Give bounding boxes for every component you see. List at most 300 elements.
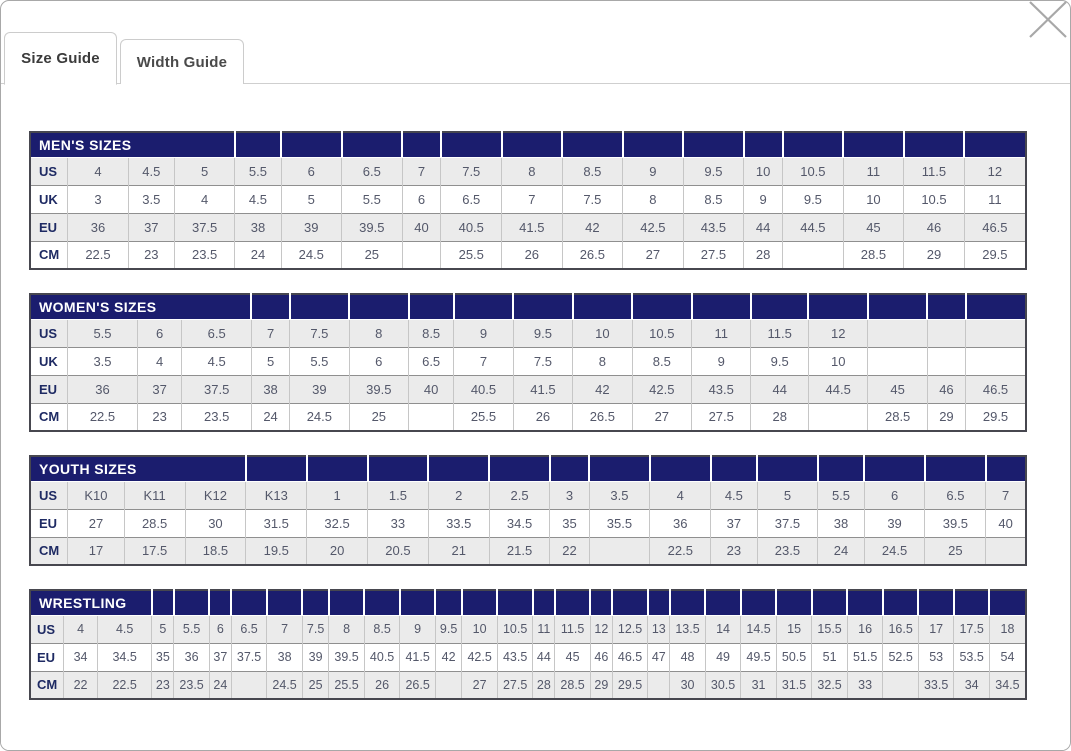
size-value-cell [883,671,919,699]
header-cell [533,590,555,615]
size-value-cell: 30.5 [705,671,741,699]
size-value-cell: 29 [904,241,965,269]
size-value-cell: 48 [670,643,706,671]
table-row-us [30,157,1026,185]
table-row-cm [30,537,1026,565]
header-cell [555,590,591,615]
header-cell [349,294,408,319]
header-cell [562,132,623,157]
size-value-cell: 8.5 [562,157,623,185]
row-label: CM [30,537,68,565]
size-value-cell [648,671,670,699]
row-label: US [30,157,68,185]
size-value-cell: 11 [533,615,555,643]
size-value-cell: 11.5 [904,157,965,185]
size-value-cell: 34.5 [989,671,1026,699]
header-cell [964,132,1026,157]
size-value-cell: 28.5 [843,241,904,269]
size-value-cell: 27 [68,509,124,537]
header-cell [776,590,812,615]
size-value-cell: 39.5 [349,375,408,403]
size-value-cell: 6 [209,615,231,643]
table-row-eu [30,375,1026,403]
header-cell [966,294,1026,319]
size-value-cell: 28.5 [868,403,927,431]
size-value-cell: 9.5 [513,319,572,347]
size-value-cell: 4.5 [128,157,174,185]
table-title: WOMEN'S SIZES [30,294,251,319]
size-value-cell: 53.5 [954,643,990,671]
size-value-cell: 22.5 [97,671,152,699]
size-value-cell: 23 [128,241,174,269]
header-cell [818,456,864,481]
size-value-cell: 24.5 [864,537,925,565]
size-value-cell: 45 [843,213,904,241]
size-value-cell: 26 [364,671,400,699]
size-value-cell: 8 [329,615,365,643]
table-header-row [30,294,1026,319]
header-cell [251,294,289,319]
header-cell [927,294,965,319]
size-value-cell: 30 [670,671,706,699]
header-cell [497,590,533,615]
size-value-cell [409,403,454,431]
size-value-cell: 4.5 [711,481,757,509]
size-value-cell: 4 [64,615,98,643]
size-value-cell: 11.5 [555,615,591,643]
header-cell [235,132,281,157]
header-cell [590,590,612,615]
size-value-cell: 53 [918,643,954,671]
size-table-women-s-sizes [29,293,1027,432]
header-cell [868,294,927,319]
size-value-cell: 1 [307,481,368,509]
size-value-cell: 4 [174,185,235,213]
header-cell [925,456,986,481]
table-header-row [30,132,1026,157]
table-row-eu [30,509,1026,537]
size-value-cell: 5.5 [174,615,210,643]
table-header-row [30,590,1026,615]
size-value-cell: 5 [174,157,235,185]
size-value-cell: 6 [864,481,925,509]
size-value-cell: 18.5 [185,537,246,565]
size-value-cell: 10 [462,615,498,643]
size-value-cell: 22 [64,671,98,699]
size-value-cell [808,403,867,431]
size-value-cell: 4.5 [182,347,252,375]
size-value-cell [868,319,927,347]
size-value-cell: 22.5 [68,241,129,269]
size-value-cell: 9.5 [751,347,809,375]
size-value-cell: 43.5 [692,375,751,403]
size-value-cell: 6 [137,319,182,347]
size-value-cell: 28 [533,671,555,699]
size-value-cell: 7.5 [513,347,572,375]
header-cell [741,590,777,615]
table-row-cm [30,241,1026,269]
table-row-us [30,319,1026,347]
header-cell [435,590,461,615]
size-value-cell: 26 [513,403,572,431]
table-row-uk [30,347,1026,375]
header-cell [174,590,210,615]
size-value-cell: 8.5 [632,347,691,375]
row-label: EU [30,213,68,241]
size-value-cell: 28.5 [124,509,185,537]
header-cell [462,590,498,615]
size-value-cell: 33 [368,509,429,537]
size-value-cell: 10 [744,157,783,185]
size-value-cell: 12 [808,319,867,347]
size-value-cell: 31.5 [246,509,307,537]
size-value-cell: 7 [267,615,303,643]
header-cell [918,590,954,615]
row-label: CM [30,403,68,431]
size-value-cell: 3 [550,481,589,509]
size-value-cell [927,319,965,347]
header-cell [904,132,965,157]
size-value-cell: 33.5 [428,509,489,537]
size-value-cell: 9 [454,319,513,347]
size-value-cell: 26.5 [562,241,623,269]
size-value-cell: 5.5 [290,347,349,375]
size-value-cell: 46 [927,375,965,403]
header-cell [883,590,919,615]
size-value-cell: 8.5 [364,615,400,643]
table-row-us [30,615,1026,643]
size-value-cell: 42.5 [462,643,498,671]
size-value-cell: 7 [502,185,563,213]
size-value-cell: 23.5 [757,537,818,565]
header-cell [751,294,809,319]
header-cell [783,132,844,157]
size-value-cell: 1.5 [368,481,429,509]
table-row-eu [30,643,1026,671]
size-value-cell: 51 [812,643,848,671]
size-value-cell: 10.5 [632,319,691,347]
size-value-cell: 39.5 [925,509,986,537]
row-label: CM [30,671,64,699]
table-title: MEN'S SIZES [30,132,235,157]
size-value-cell: 34 [64,643,98,671]
size-value-cell: 4 [68,157,129,185]
header-cell [648,590,670,615]
size-value-cell: 37.5 [182,375,252,403]
size-value-cell: 22.5 [650,537,711,565]
size-value-cell: 7 [402,157,441,185]
size-value-cell: 10.5 [783,157,844,185]
size-value-cell: 9 [692,347,751,375]
size-value-cell: 39.5 [342,213,403,241]
size-value-cell: 24 [209,671,231,699]
tab-size-guide-label: Size Guide [21,50,100,67]
size-value-cell: 6.5 [231,615,267,643]
size-value-cell [231,671,267,699]
size-value-cell: 12.5 [612,615,648,643]
row-label: US [30,481,68,509]
size-value-cell: 11.5 [751,319,809,347]
size-guide-content [1,84,1070,750]
header-cell [409,294,454,319]
size-value-cell: 23 [152,671,174,699]
size-value-cell: 35.5 [589,509,650,537]
size-value-cell: 41.5 [513,375,572,403]
size-value-cell: 23.5 [174,241,235,269]
table-title: WRESTLING [30,590,152,615]
size-value-cell: 27 [623,241,684,269]
size-value-cell: 36 [650,509,711,537]
header-cell [402,132,441,157]
size-value-cell: 10 [843,185,904,213]
size-value-cell: 25 [925,537,986,565]
size-value-cell: 3 [68,185,129,213]
size-value-cell: 32.5 [812,671,848,699]
size-value-cell: 34.5 [489,509,550,537]
size-value-cell: 5.5 [235,157,281,185]
size-value-cell: 40.5 [364,643,400,671]
size-value-cell: 28 [744,241,783,269]
size-value-cell: 46.5 [964,213,1026,241]
size-value-cell: 3.5 [589,481,650,509]
size-value-cell: 37 [711,509,757,537]
size-value-cell: 8.5 [683,185,744,213]
size-value-cell: 31 [741,671,777,699]
table-header-row [30,456,1026,481]
header-cell [550,456,589,481]
size-value-cell: 36 [68,375,138,403]
size-table-youth-sizes [29,455,1027,566]
size-value-cell: 20.5 [368,537,429,565]
size-value-cell: 5 [251,347,289,375]
header-cell [954,590,990,615]
size-value-cell: 4.5 [235,185,281,213]
size-value-cell: 52.5 [883,643,919,671]
header-cell [281,132,342,157]
size-value-cell: 37 [128,213,174,241]
header-cell [267,590,303,615]
size-value-cell: 21.5 [489,537,550,565]
tab-width-guide[interactable] [120,39,244,84]
row-label: EU [30,375,68,403]
size-value-cell: 28 [751,403,809,431]
size-tables-container [29,131,1042,700]
size-value-cell: 37.5 [174,213,235,241]
size-value-cell: 40 [402,213,441,241]
size-value-cell: 10 [808,347,867,375]
size-value-cell: 17 [918,615,954,643]
size-value-cell [589,537,650,565]
size-value-cell: 18 [989,615,1026,643]
size-value-cell: K10 [68,481,124,509]
header-cell [152,590,174,615]
size-value-cell: 36 [174,643,210,671]
size-value-cell: 45 [555,643,591,671]
row-label: EU [30,509,68,537]
size-value-cell: 8 [573,347,632,375]
size-value-cell: 2.5 [489,481,550,509]
size-value-cell: 42.5 [623,213,684,241]
header-cell [847,590,883,615]
size-value-cell: 9.5 [783,185,844,213]
header-cell [368,456,429,481]
header-cell [670,590,706,615]
size-value-cell: 27.5 [683,241,744,269]
size-value-cell: 8 [349,319,408,347]
table-row-us [30,481,1026,509]
size-value-cell: 17 [68,537,124,565]
size-value-cell: 23 [711,537,757,565]
size-value-cell: 51.5 [847,643,883,671]
size-value-cell: 34 [954,671,990,699]
header-cell [612,590,648,615]
size-value-cell: 47 [648,643,670,671]
header-cell [808,294,867,319]
size-value-cell: 38 [235,213,281,241]
header-cell [290,294,349,319]
size-value-cell: 17.5 [954,615,990,643]
table-row-cm [30,671,1026,699]
size-value-cell: 46 [590,643,612,671]
size-value-cell: 37 [209,643,231,671]
size-value-cell [986,537,1026,565]
tab-width-guide-label: Width Guide [136,53,228,71]
table-row-cm [30,403,1026,431]
tab-size-guide[interactable] [4,32,117,85]
row-label: US [30,319,68,347]
size-value-cell: 7 [986,481,1026,509]
size-value-cell: K11 [124,481,185,509]
size-value-cell: 37.5 [231,643,267,671]
header-cell [986,456,1026,481]
header-cell [502,132,563,157]
size-value-cell: 13.5 [670,615,706,643]
size-value-cell: 26.5 [400,671,436,699]
size-value-cell: 9 [744,185,783,213]
size-value-cell: 14 [705,615,741,643]
size-value-cell: 6 [281,157,342,185]
header-cell [843,132,904,157]
size-value-cell: 54 [989,643,1026,671]
header-cell [989,590,1026,615]
header-cell [513,294,572,319]
header-cell [441,132,502,157]
size-value-cell: 38 [251,375,289,403]
size-value-cell: 13 [648,615,670,643]
size-value-cell: 38 [818,509,864,537]
table-row-uk [30,185,1026,213]
size-value-cell: 28.5 [555,671,591,699]
header-cell [589,456,650,481]
size-value-cell: 25 [342,241,403,269]
size-value-cell: 19.5 [246,537,307,565]
header-cell [307,456,368,481]
size-value-cell: 22.5 [68,403,138,431]
size-value-cell: 7.5 [441,157,502,185]
size-value-cell: 9 [623,157,684,185]
size-value-cell: 29 [927,403,965,431]
row-label: US [30,615,64,643]
size-value-cell: 26.5 [573,403,632,431]
header-cell [428,456,489,481]
size-value-cell: 7.5 [562,185,623,213]
size-value-cell: 7.5 [302,615,328,643]
size-value-cell: 9.5 [435,615,461,643]
row-label: UK [30,185,68,213]
size-value-cell: 7 [454,347,513,375]
row-label: UK [30,347,68,375]
size-value-cell: 6.5 [409,347,454,375]
table-row-eu [30,213,1026,241]
size-value-cell: 33 [847,671,883,699]
size-value-cell: 34.5 [97,643,152,671]
size-value-cell: 5.5 [342,185,403,213]
size-value-cell: 24.5 [281,241,342,269]
size-value-cell: 32.5 [307,509,368,537]
size-value-cell: 6.5 [925,481,986,509]
size-value-cell: 10.5 [497,615,533,643]
size-value-cell [435,671,461,699]
size-value-cell: K12 [185,481,246,509]
header-cell [329,590,365,615]
header-cell [209,590,231,615]
row-label: CM [30,241,68,269]
header-cell [573,294,632,319]
size-value-cell: 33.5 [918,671,954,699]
size-value-cell: 23.5 [174,671,210,699]
size-value-cell: 43.5 [497,643,533,671]
size-value-cell: 6.5 [182,319,252,347]
header-cell [400,590,436,615]
size-value-cell: 5 [281,185,342,213]
size-value-cell: 24 [235,241,281,269]
size-value-cell: 22 [550,537,589,565]
size-value-cell: 15 [776,615,812,643]
header-cell [632,294,691,319]
size-value-cell: 6.5 [342,157,403,185]
size-value-cell: 44.5 [808,375,867,403]
size-value-cell: 44 [533,643,555,671]
size-value-cell: 6 [402,185,441,213]
size-value-cell: 39 [864,509,925,537]
size-value-cell: 11 [964,185,1026,213]
size-value-cell: 39 [281,213,342,241]
size-value-cell: 37 [137,375,182,403]
size-value-cell: 4.5 [97,615,152,643]
header-cell [683,132,744,157]
size-value-cell [966,347,1026,375]
size-value-cell: 40.5 [441,213,502,241]
size-value-cell: 24 [251,403,289,431]
size-value-cell [783,241,844,269]
size-value-cell: 27.5 [497,671,533,699]
size-value-cell: 41.5 [502,213,563,241]
header-cell [864,456,925,481]
size-value-cell: 38 [267,643,303,671]
size-value-cell: 10.5 [904,185,965,213]
size-value-cell: 43.5 [683,213,744,241]
header-cell [454,294,513,319]
size-value-cell: 40 [409,375,454,403]
size-value-cell: 36 [68,213,129,241]
size-value-cell [402,241,441,269]
size-value-cell: 27 [632,403,691,431]
size-value-cell [868,347,927,375]
size-value-cell: 20 [307,537,368,565]
size-value-cell: 30 [185,509,246,537]
size-value-cell: 25 [349,403,408,431]
size-value-cell [966,319,1026,347]
